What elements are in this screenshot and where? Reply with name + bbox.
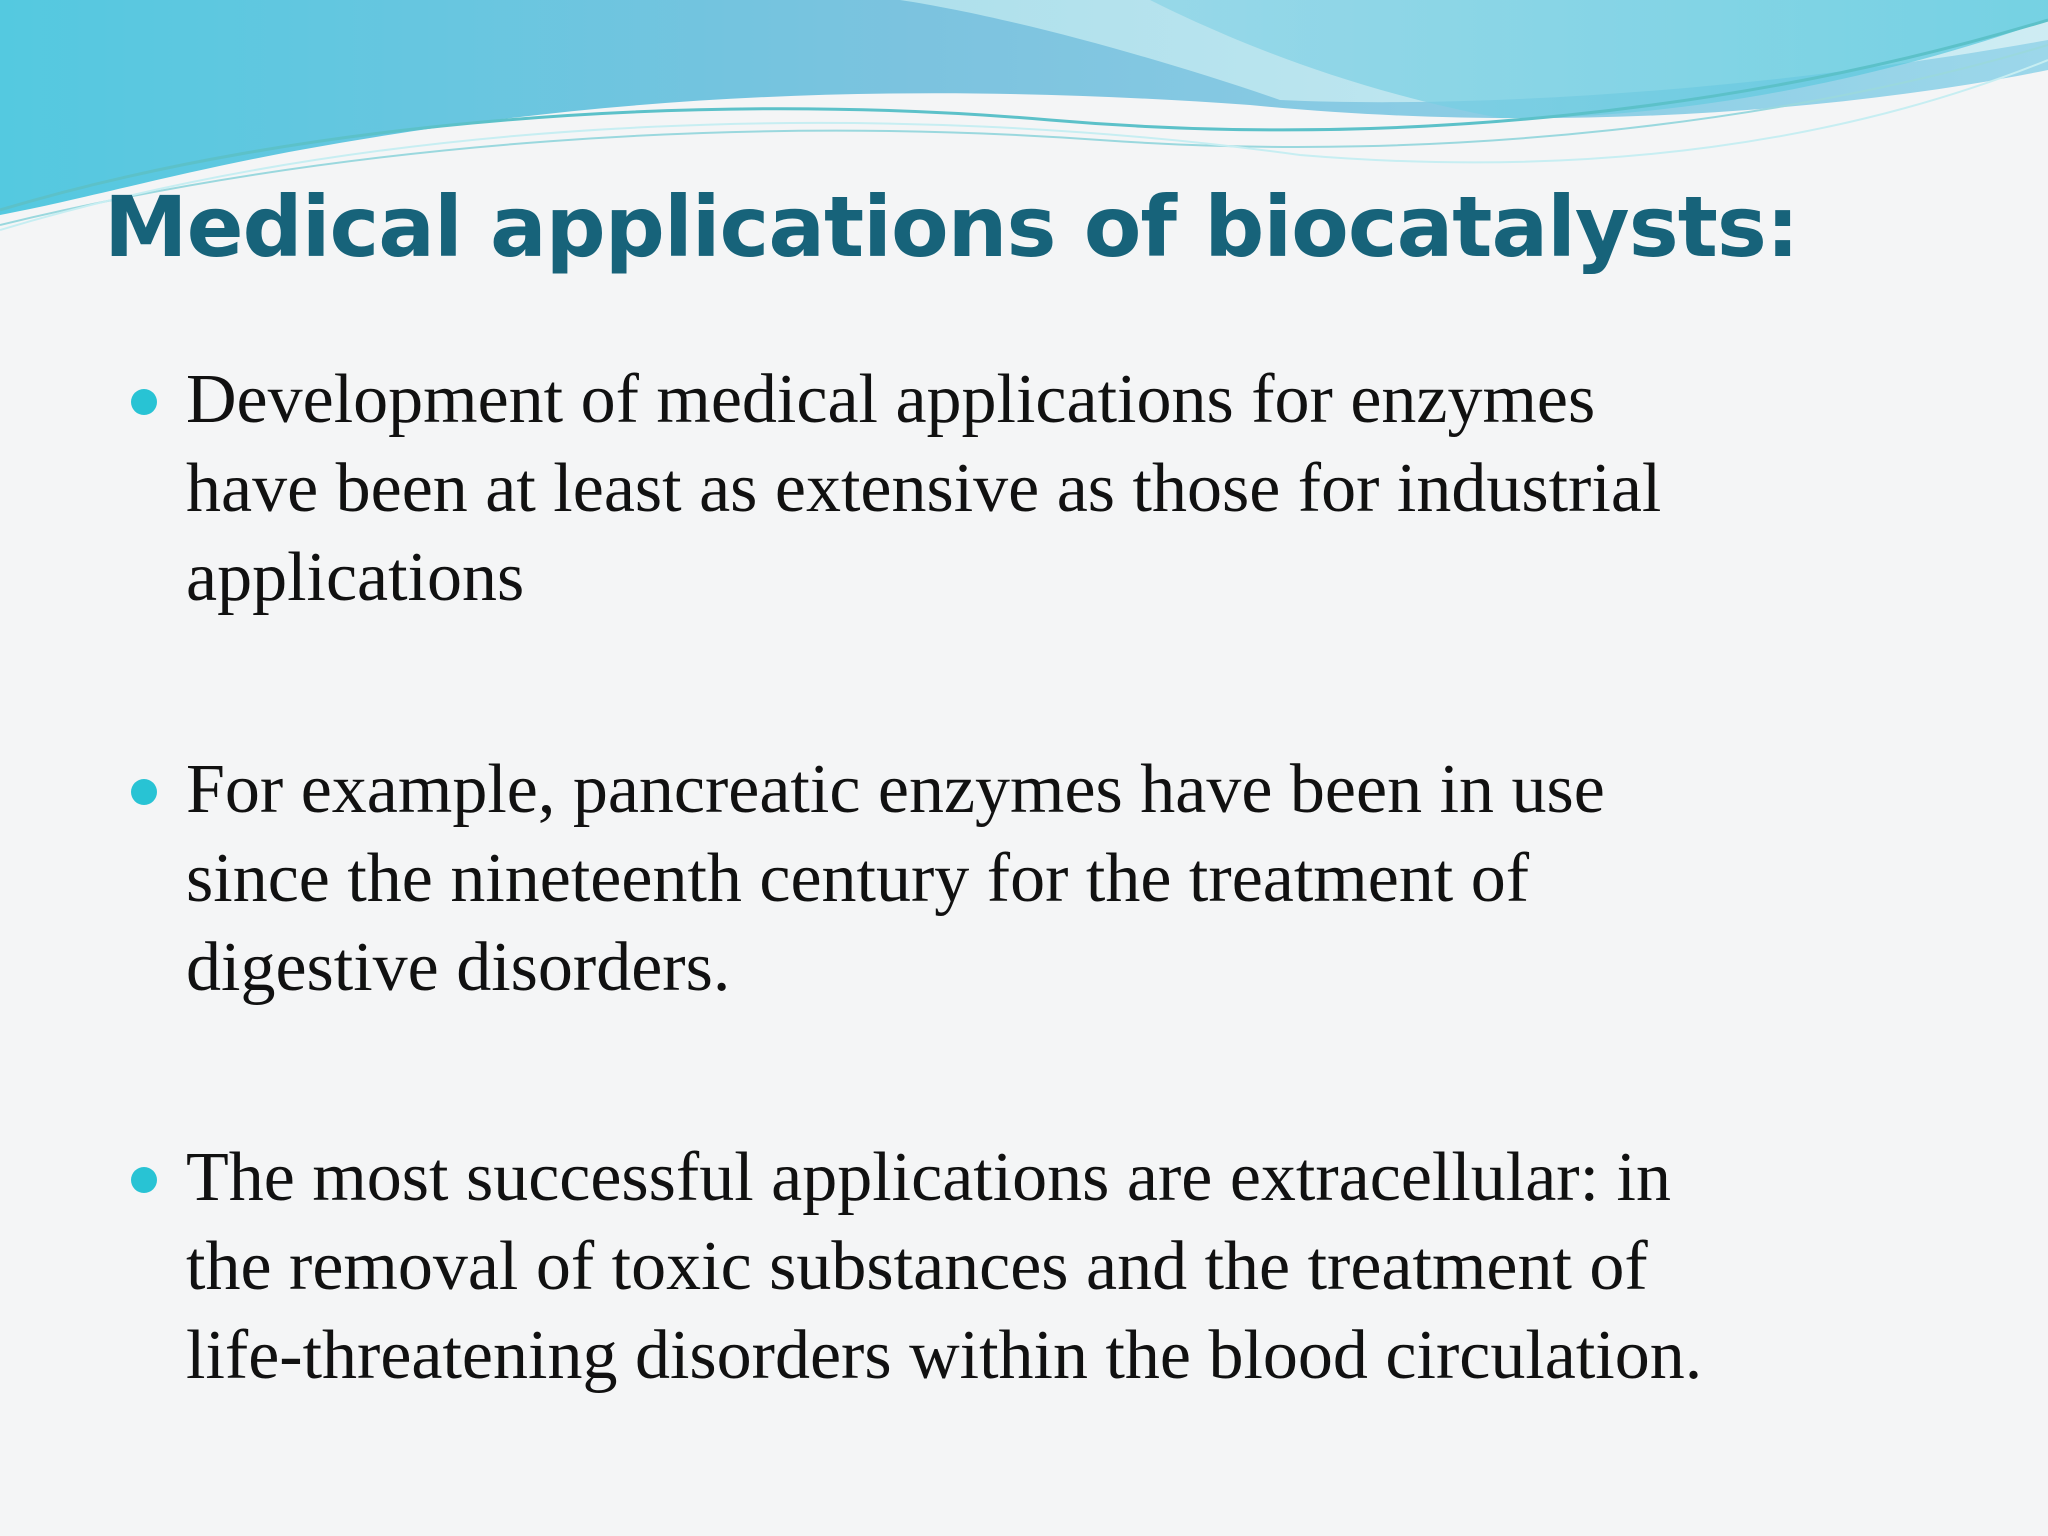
bullet-text-line: applications xyxy=(186,539,525,616)
bullet-item xyxy=(186,1133,1986,1400)
bullet-dot-icon xyxy=(131,389,157,415)
bullet-item xyxy=(186,355,1986,622)
bullet-text-line: Development of medical applications for enzymes xyxy=(186,361,1596,438)
bullet-dot-icon xyxy=(131,1167,157,1193)
bullet-item xyxy=(186,745,1986,1012)
bullet-text-line: For example, pancreatic enzymes have been in use xyxy=(186,751,1605,828)
bullet-text-line: life-threatening disorders within the blood circulation. xyxy=(186,1317,1703,1394)
bullet-text-line: have been at least as extensive as those for industrial xyxy=(186,450,1662,527)
bullet-text-line: since the nineteenth century for the treatment of xyxy=(186,840,1530,917)
bullet-text-line: the removal of toxic substances and the treatment of xyxy=(186,1228,1648,1305)
bullet-dot-icon xyxy=(131,779,157,805)
slide-title: Medical applications of biocatalysts: xyxy=(104,178,1799,276)
bullet-text-line: digestive disorders. xyxy=(186,929,731,1006)
bullet-text-line: The most successful applications are extracellular: in xyxy=(186,1139,1672,1216)
